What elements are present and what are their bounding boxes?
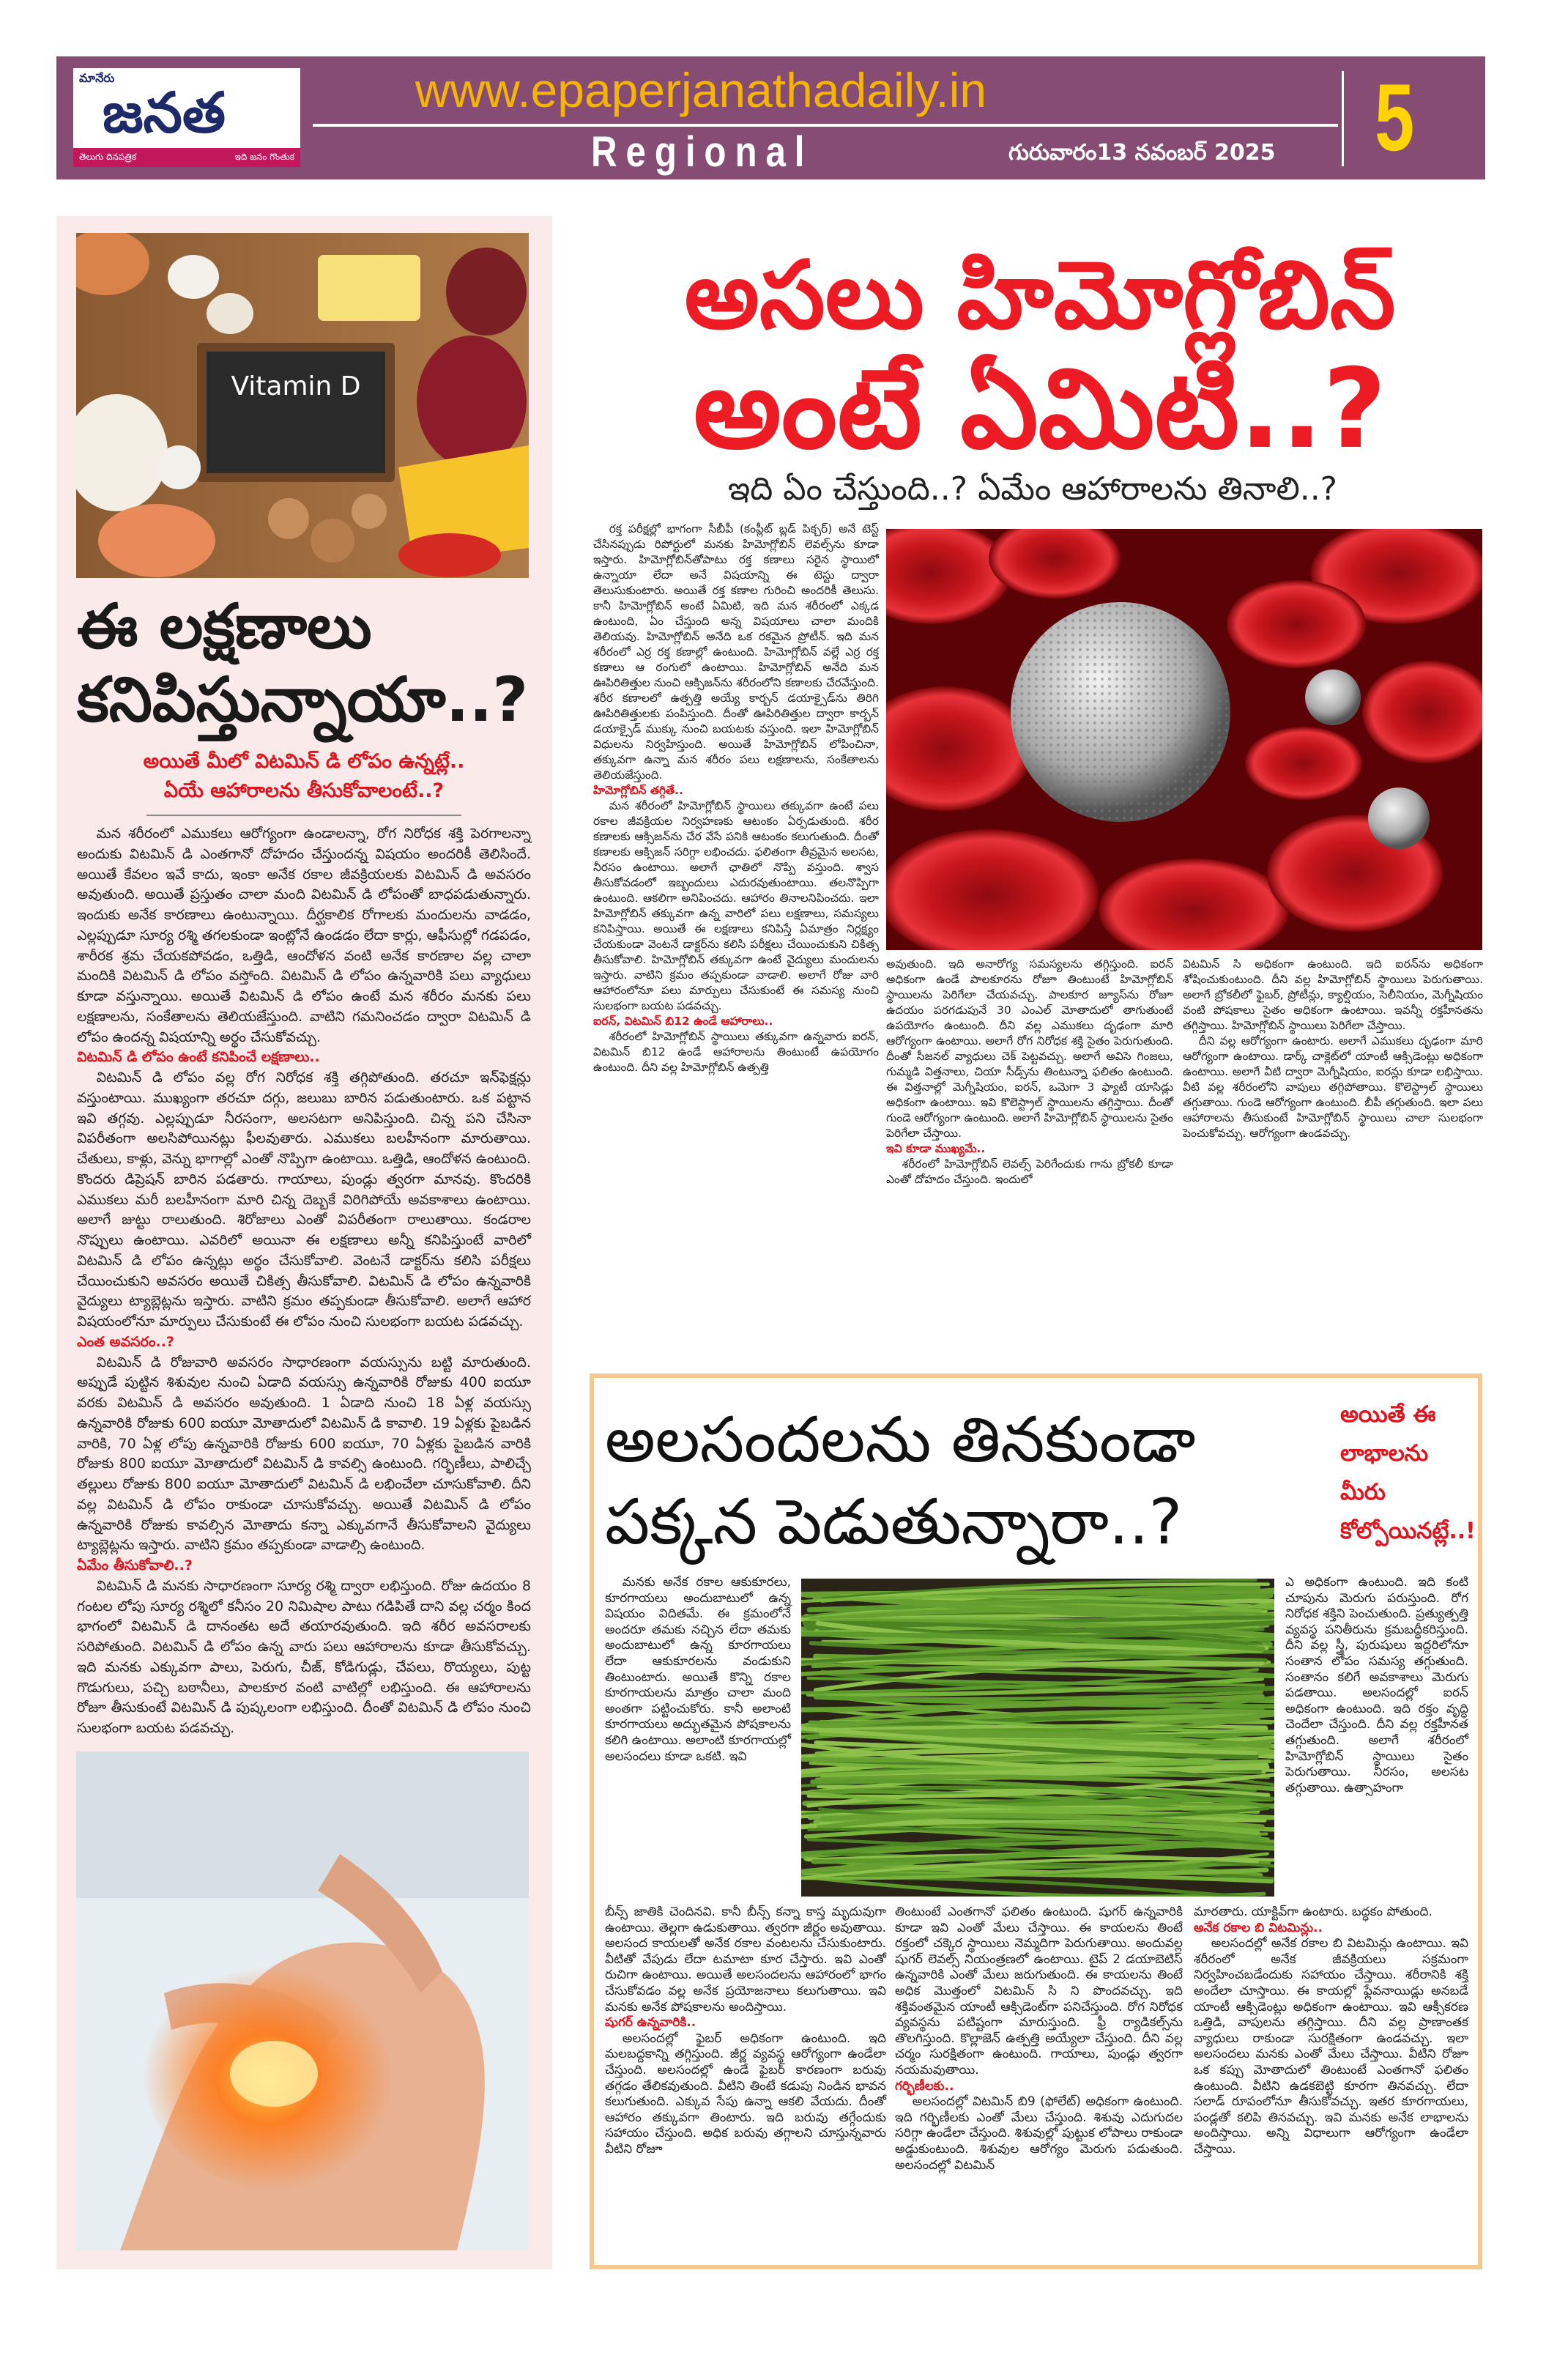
header-vertical-divider	[1342, 71, 1344, 166]
cowpea-column-3	[1194, 1905, 1468, 2158]
header-divider	[313, 124, 1338, 127]
issue-date-text: గురువారం13 నవంబర్ 2025	[1008, 140, 1276, 166]
kicker-line: లాభాలను	[1340, 1440, 1429, 1467]
paragraph: రక్త పరీక్షల్లో భాగంగా సీబీపీ (కంప్లీట్ బ్లడ్ పిక్చర్) అనే టెస్ట్ చేసినప్పుడు రిపోర్టులో మనకు హిమోగ్లోబిన్ లెవల్స్‌ను కూడా ఇస్తారు. హిమోగ్లోబిన్‌తోపాటు రక్త కణాలు సరైన స్థాయిలో ఉన్నాయా లేదా అనే విషయాన్ని ఈ టెస్టు ద్వారా తెలుసుకుంటారు. అయితే రక్త కణాల గురించి అందరికీ తెలుసు. కానీ హిమోగ్లోబిన్ అంటే ఏమిటి, ఇది మన శరీరంలో ఎక్కడ ఉంటుంది, ఏం చేస్తుంది అన్న విషయాలు చాలా మందికి తెలియవు. హిమోగ్లోబిన్ అనేది ఒక రకమైన ప్రోటీన్. ఇది మన శరీరంలో ఎర్ర రక్త కణాల్లో ఉంటుంది. హిమోగ్లోబిన్ వల్లే ఎర్ర రక్త కణాలు ఆ రంగులో ఉంటాయి. హిమోగ్లోబిన్ అనేది మన ఊపిరితిత్తుల నుంచి ఆక్సిజన్‌ను శరీరంలోని కణాలకు చేరవేస్తుంది. శరీర కణాలలో ఉత్పత్తి అయ్యే కార్బన్ డయాక్సైడ్‌ను తిరిగి ఊపిరితిత్తులకు పంపిస్తుంది. దీంతో ఊపిరితిత్తుల ద్వారా కార్బన్ డయాక్సైడ్ ముక్కు నుంచి బయటకు వస్తుంది. ఇలా హిమోగ్లోబిన్ విధులను నిర్వహిస్తుంది. అయితే హిమోగ్లోబిన్ లోపించినా, తక్కువగా ఉన్నా మన శరీరం పలు లక్షణాలను, సంకేతాలను తెలియజేస్తుంది.	[593, 522, 879, 782]
paragraph: విటమిన్ సి అధికంగా ఉంటుంది. ఇది ఐరన్‌ను అధికంగా శోషించుకుంటుంది. దీని వల్ల హిమోగ్లోబిన్ స్థాయిలు పెరుగుతాయి. అలాగే బ్రోకలీలో ఫైబర్, ప్రోటీన్లు, క్యాల్షియం, సెలీనియం, మెగ్నీషియం వంటి పోషకాలు సైతం అధికంగా ఉంటాయి. ఇవన్నీ రక్తహీనతను తగ్గిస్తాయి. హిమోగ్లోబిన్ స్థాయిలు పెరిగేలా చేస్తాయి.	[1183, 957, 1483, 1032]
headline-line-1: అలసందలను తినకుండా	[605, 1404, 1196, 1477]
divider	[146, 815, 461, 816]
cowpea-beans-photo	[801, 1579, 1274, 1897]
cowpea-column-1-bottom	[605, 1905, 886, 2158]
subheadline-line-1: అయితే మీలో విటమిన్ డి లోపం ఉన్నట్లే..	[143, 750, 465, 773]
headline-line-1: ఈ లక్షణాలు	[77, 590, 372, 662]
logo-name: జనత	[103, 80, 226, 145]
vitamin-d-headline	[77, 590, 546, 736]
kicker-line: కోల్పోయినట్లే..!	[1340, 1518, 1476, 1544]
red-blood-cells-photo	[886, 529, 1482, 950]
headline-line-2: కనిపిస్తున్నాయా..?	[77, 664, 529, 735]
paragraph: అలసందల్లో అనేక రకాల బి విటమిన్లు ఉంటాయి. ఇవి శరీరంలో అనేక జీవక్రియలు సక్రమంగా నిర్వహించబడేందుకు సహాయం చేస్తాయి. శరీరానికి శక్తి అందేలా చూస్తాయి. ఈ కాయల్లో ఫ్లేవనాయిడ్లు అనబడే యాంటీ ఆక్సిడెంట్లు అధికంగా ఉంటాయి. ఇవి ఆక్సీకరణ ఒత్తిడి, వాపులను తగ్గిస్తాయి. దీని వల్ల ప్రాణాంతక వ్యాధులు రాకుండా సురక్షితంగా ఉండవచ్చు. ఇలా అలసందలు మనకు ఎంతో మేలు చేస్తాయి. వీటిని రోజూ ఒక కప్పు మోతాదులో తింటుంటే ఎంతగానో ఫలితం ఉంటుంది. వీటిని ఉడకబెట్టి కూరగా తినవచ్చు. లేదా సలాడ్ రూపంలోనూ తీసుకోవచ్చు. ఇతర కూరగాయలు, పండ్లతో కలిపి తినవచ్చు. ఇవి మనకు అనేక లాభాలను అందిస్తాయి. అన్ని విధాలుగా ఆరోగ్యంగా ఉండేలా చేస్తాయి.	[1194, 1936, 1468, 2157]
hemoglobin-headline-line-2	[586, 346, 1494, 473]
paragraph: శరీరంలో హిమోగ్లోబిన్ లెవల్స్ పెరిగేందుకు గాను బ్రోకలీ కూడా ఎంతో దోహదం చేస్తుంది. ఇందులో	[886, 1157, 1173, 1186]
bean-strand	[801, 1592, 1274, 1593]
section-subheading: ఏమేం తీసుకోవాలి..?	[77, 1557, 193, 1573]
paragraph: తింటుంటే ఎంతగానో ఫలితం ఉంటుంది. షుగర్ ఉన్నవారికి కూడా ఇవి ఎంతో మేలు చేస్తాయి. ఈ కాయలను తింటే రక్తంలో చక్కెర స్థాయిలు నెమ్మదిగా పెరుగుతాయి. అందువల్ల షుగర్ లెవల్స్ నియంత్రణలో ఉంటాయి. టైప్ 2 డయాబెటిస్ ఉన్నవారికి ఎంతో మేలు జరుగుతుంది. ఈ కాయలను తింటే అధిక మొత్తంలో విటమిన్ సి ని పొందవచ్చు. ఇది శక్తివంతమైన యాంటీ ఆక్సిడెంట్‌గా పనిచేస్తుంది. రోగ నిరోధక వ్యవస్థను పటిష్టంగా మారుస్తుంది. ఫ్రీ ర్యాడికల్స్‌ను తొలగిస్తుంది. కొల్లాజెన్ ఉత్పత్తి అయ్యేలా చేస్తుంది. దీని వల్ల చర్మం సురక్షితంగా ఉంటుంది. గాయాలు, పుండ్లు త్వరగా నయమవుతాయి.	[895, 1905, 1183, 2077]
paragraph: విటమిన్ డి లోపం వల్ల రోగ నిరోధక శక్తి తగ్గిపోతుంది. తరచూ ఇన్‌ఫెక్షన్లు వస్తుంటాయి. ముఖ్యంగా తరచూ దగ్గు, జలుబు బారిన పడుతుంటారు. ఒక పట్టాన ఇవి తగ్గవు. ఎల్లప్పుడూ నీరసంగా, అలసటగా అనిపిస్తుంది. చిన్న పని చేసినా విపరీతంగా అలసిపోయినట్లు ఫీలవుతారు. ఎముకలు బలహీనంగా మారుతాయి. చేతులు, కాళ్లు, వెన్ను భాగాల్లో ఎంతో నొప్పిగా ఉంటాయి. ఒత్తిడి, ఆందోళన ఉంటుంది. కొందరు డిప్రెషన్ బారిన పడతారు. గాయాలు, పుండ్లు త్వరగా మానవు. కొందరికి ఎముకలు మరీ బలహీనంగా మారి చిన్న దెబ్బకే విరిగిపోయే అవకాశాలు ఉంటాయి. అలాగే జుట్టు రాలుతుంది. శిరోజాలు ఎంతో విపరీతంగా రాలుతాయి. కండరాల నొప్పులు ఉంటాయి. ఎవరిలో అయినా ఈ లక్షణాలు అన్నీ కనిపిస్తుంటే వారిలో విటమిన్ డి లోపం ఉన్నట్లు అర్థం చేసుకోవాలి. వెంటనే డాక్టర్‌ను కలిసి పరీక్షలు చేయించుకుని అవసరం అయితే చికిత్స తీసుకోవాలి. విటమిన్ డి లోపం ఉన్నవారికి వైద్యులు ట్యాబ్లెట్లను ఇస్తారు. వాటిని క్రమం తప్పకుండా తీసుకోవాలి. అలాగే ఆహార విషయంలోనూ మార్పులు చేసుకుంటే ఈ లోపం నుంచి సులభంగా బయట పడవచ్చు.	[77, 1069, 531, 1330]
paragraph: మారతారు. యాక్టివ్‌గా ఉంటారు. బద్ధకం పోతుంది.	[1194, 1905, 1432, 1919]
headline-text: అసలు హిమోగ్లోబిన్	[684, 241, 1396, 350]
vitamin-d-article-body	[77, 824, 531, 1739]
masthead	[56, 56, 1485, 179]
section-name: Regional	[591, 128, 814, 176]
paragraph: అలసందల్లో విటమిన్ బి9 (ఫోలేట్) అధికంగా ఉంటుంది. ఇది గర్భిణీలకు ఎంతో మేలు చేస్తుంది. శిశువు ఎదుగుదల సరిగ్గా ఉండేలా చేస్తుంది. శిశువుల్లో పుట్టుక లోపాలు రాకుండా అడ్డుకుంటుంది. శిశువుల ఆరోగ్యం మెరుగు పడుతుంది. అలసందల్లో విటమిన్	[895, 2094, 1183, 2173]
headline-line-2: పక్కన పెడుతున్నారా..?	[605, 1486, 1183, 1559]
paragraph: మన శరీరంలో హిమోగ్లోబిన్ స్థాయిలు తక్కువగా ఉంటే పలు రకాల జీవక్రియల నిర్వహణకు ఆటంకం ఏర్పడుతుంది. శరీర కణాలకు ఆక్సిజన్‌ను చేర వేసే పనికి ఆటంకం కలుగుతుంది. దీంతో కణాలకు ఆక్సిజన్ సరిగ్గా లభించదు. ఫలితంగా తీవ్రమైన అలసట, నీరసం ఉంటాయి. అలాగే ఛాతిలో నొప్పి వస్తుంది. శ్వాస తీసుకోవడంలో ఇబ్బందులు ఎదురవుతుంటాయి. తలనొప్పిగా ఉంటుంది. ఆకలిగా అనిపించదు. ఆహారం తినాలనిపించదు. ఇలా హిమోగ్లోబిన్ తక్కువగా ఉన్న వారిలో పలు లక్షణాలు, సమస్యలు కనిపిస్తాయి. అయితే ఈ లక్షణాలు కనిపిస్తే ఏమాత్రం నిర్లక్ష్యం చేయకుండా వెంటనే డాక్టర్‌ను కలిసి పరీక్షలు చేయించుకుని చికిత్స తీసుకోవాలి. హిమోగ్లోబిన్ తక్కువగా ఉంటే వైద్యులు మందులను ఇస్తారు. వాటిని క్రమం తప్పకుండా వాడాలి. అలాగే రోజు వారి ఆహారంలోనూ పలు మార్పులు చేసుకుంటే ఈ సమస్య నుంచి సులభంగా బయట పడవచ్చు.	[593, 799, 879, 1012]
headline-text: అంటే ఏమిటి..?	[693, 346, 1387, 473]
paragraph: ఎ అధికంగా ఉంటుంది. ఇది కంటి చూపును మెరుగు పరుస్తుంది. రోగ నిరోధక శక్తిని పెంచుతుంది. ప్రత్యుత్పత్తి వ్యవస్థ పనితీరును క్రమబద్ధీకరిస్తుంది. దీని వల్ల స్త్రీ, పురుషులు ఇద్దరిలోనూ సంతాన లోపం సమస్య తగ్గుతుంది. సంతానం కలిగే అవకాశాలు మెరుగు పడతాయి. అలసందల్లో ఐరన్ అధికంగా ఉంటుంది. ఇది రక్తం వృద్ధి చెందేలా చేస్తుంది. దీని వల్ల రక్తహీనత తగ్గుతుంది. అలాగే శరీరంలో హిమోగ్లోబిన్ స్థాయిలు సైతం పెరుగుతాయి. నీరసం, అలసట తగ్గుతాయి. ఉత్సాహంగా	[1285, 1575, 1468, 1795]
paragraph: అలసందల్లో ఫైబర్ అధికంగా ఉంటుంది. ఇది మలబద్దకాన్ని తగ్గిస్తుంది. జీర్ణ వ్యవస్థ ఆరోగ్యంగా ఉండేలా చేస్తుంది. అలసందల్లో ఉండే ఫైబర్ కారణంగా బరువు తగ్గడం తేలికవుతుంది. వీటిని తింటే కడుపు నిండిన భావన కలుగుతుంది. ఎక్కువ సేపు ఉన్నా ఆకలి వేయదు. దీంతో ఆహారం తక్కువగా తింటారు. ఇది బరువు తగ్గేందుకు సహాయం చేస్తుంది. అధిక బరువు తగ్గాలని చూస్తున్నవారు వీటిని రోజూ	[605, 2031, 886, 2157]
vitamin-d-foods-photo	[76, 233, 529, 578]
page-number: 5	[1375, 64, 1415, 171]
paragraph: మనకు అనేక రకాల ఆకుకూరలు, కూరగాయలు అందుబాటులో ఉన్న విషయం విదితమే. ఈ క్రమంలోనే అందరూ తమకు నచ్చిన లేదా తమకు అందుబాటులో ఉన్న కూరగాయలు లేదా ఆకుకూరలను వండుకుని తింటుంటారు. అయితే కొన్ని రకాల కూరగాయలను మాత్రం చాలా మంది అంతగా పట్టించుకోరు. కానీ అలాంటి కూరగాయలు అద్భుతమైన పోషకాలను కలిగి ఉంటాయి. అలాంటి కూరగాయల్లో అలసందలు కూడా ఒకటి. ఇవి	[605, 1575, 791, 1764]
paragraph: దీని వల్ల ఆరోగ్యంగా ఉంటారు. అలాగే ఎముకలు దృఢంగా మారి ఆరోగ్యంగా ఉంటాయి. డార్క్ చాక్లెట్‌లో యాంటీ ఆక్సిడెంట్లు అధికంగా ఉంటాయి. అలాగే వీటి ద్వారా మెగ్నీషియం, ఐరన్లు కూడా లభిస్తాయి. వీటి వల్ల శరీరంలోని వాపులు తగ్గిపోతాయి. కొలెస్ట్రాల్ స్థాయిలు తగ్గుతాయి. గుండె ఆరోగ్యంగా ఉంటుంది. బీపీ తగ్గుతుంది. ఇలా పలు ఆహారాలను తీసుకుంటే హిమోగ్లోబిన్ స్థాయిలు చాలా సులభంగా పెంచుకోవచ్చు. ఆరోగ్యంగా ఉండవచ్చు.	[1183, 1034, 1483, 1140]
cowpea-column-1-top	[605, 1575, 791, 1765]
newspaper-logo[interactable]	[73, 68, 300, 167]
section-subheading: హిమోగ్లోబిన్ తగ్గితే..	[593, 784, 683, 797]
chalkboard-vitamin-d-label: Vitamin D	[231, 371, 361, 401]
hemoglobin-column-1	[593, 522, 879, 1075]
cowpea-side-kicker	[1340, 1395, 1476, 1551]
paragraph: విటమిన్ డి మనకు సాధారణంగా సూర్య రశ్మి ద్వారా లభిస్తుంది. రోజు ఉదయం 8 గంటల లోపు సూర్య రశ్మిలో కనీసం 20 నిమిషాల పాటు గడిపితే దాని వల్ల చర్మం కింద భాగంలో విటమిన్ డి దానంతట అదే తయారవుతుంది. ఇది శరీర అవసరాలకు సరిపోతుంది. విటమిన్ డి లోపం ఉన్న వారు పలు ఆహారాలను కూడా తీసుకోవచ్చు. ఇది మనకు ఎక్కువగా పాలు, పెరుగు, చీజ్, కోడిగుడ్లు, చేపలు, రొయ్యలు, పుట్ట గొడుగులు, పచ్చి బఠానీలు, పాలకూర వంటి వాటిల్లో లభిస్తుంది. ఈ ఆహారాలను రోజూ తీసుకుంటే విటమిన్ డి పుష్కలంగా లభిస్తుంది. దీంతో విటమిన్ డి లోపం నుంచి సులభంగా బయట పడవచ్చు.	[77, 1577, 531, 1736]
paragraph: బీన్స్ జాతికి చెందినవి. కానీ బీన్స్ కన్నా కాస్త మృదువుగా ఉంటాయి. తెల్లగా ఉడుకుతాయి. త్వరగా జీర్ణం అవుతాయి. అలసంద కాయలతో అనేక రకాల వంటలను చేసుకుంటారు. వీటితో వేపుడు లేదా టమాటా కూర చేస్తారు. ఇవి ఎంతో రుచిగా ఉంటాయి. అయితే అలసందలను ఆహారంలో భాగం చేసుకోవడం వల్ల అనేక ప్రయోజనాలు కలుగుతాయి. ఇవి మనకు అనేక పోషకాలను అందిస్తాయి.	[605, 1905, 886, 2014]
section-subheading: గర్భిణీలకు..	[895, 2078, 954, 2094]
section-subheading: విటమిన్ డి లోపం ఉంటే కనిపించే లక్షణాలు..	[77, 1049, 320, 1066]
hemoglobin-headline-line-1	[586, 242, 1494, 350]
cowpea-headline	[605, 1399, 1323, 1563]
section-subheading: ఇవి కూడా ముఖ్యమే..	[886, 1142, 986, 1155]
website-url[interactable]: www.epaperjanathadaily.in	[415, 63, 987, 117]
section-subheading: షుగర్ ఉన్నవారికి..	[605, 2015, 696, 2031]
paragraph: అవుతుంది. ఇది అనారోగ్య సమస్యలను తగ్గిస్తుంది. ఐరన్ అధికంగా ఉండే పాలకూరను రోజూ తింటుంటే హిమోగ్లోబిన్ స్థాయిలను పెరిగేలా చేయవచ్చు. పాలకూర జ్యూస్‌ను రోజూ ఉదయం పరగడుపునే 30 ఎంఎల్ మోతాదులో తాగుతుంటే ఉపయోగం ఉంటుంది. దీని వల్ల ఎముకలు దృఢంగా మారి ఆరోగ్యంగా ఉంటాయి. అలాగే రోగ నిరోధక శక్తి సైతం పెరుగుతుంది. దీంతో సీజనల్ వ్యాధులు చెక్ పెట్టవచ్చు. అలాగే అవిసె గింజలు, గుమ్మడి విత్తనాలు, చియా సీడ్స్‌ను తింటున్నా ఫలితం ఉంటుంది. ఈ విత్తనాల్లో మెగ్నీషియం, ఐరన్, ఒమెగా 3 ఫ్యాటీ యాసిడ్లు అధికంగా ఉంటాయి. ఇవి కొలెస్ట్రాల్ స్థాయిలను తగ్గిస్తాయి. దీంతో గుండె ఆరోగ్యంగా ఉంటుంది. అలాగే హిమోగ్లోబిన్ స్థాయిలను సైతం పెరిగేలా చేస్తాయి.	[886, 957, 1173, 1140]
logo-top-text: మానేరు	[79, 71, 115, 85]
knee-pain-photo	[76, 1751, 529, 2250]
logo-left-tag: తెలుగు దినపత్రిక	[79, 151, 137, 162]
subtitle-text: ఇది ఏం చేస్తుంది..? ఏమేం ఆహారాలను తినాలి..?	[727, 470, 1338, 508]
paragraph: శరీరంలో హిమోగ్లోబిన్ స్థాయిలు తక్కువగా ఉన్నవారు ఐరన్, విటమిన్ బి12 ఉండే ఆహారాలను తింటుంటే ఉపయోగం ఉంటుంది. దీని వల్ల హిమోగ్లోబిన్ ఉత్పత్తి	[593, 1030, 879, 1074]
hemoglobin-column-3	[1183, 957, 1483, 1141]
subheadline-line-2: ఏయే ఆహారాలను తీసుకోవాలంటే..?	[163, 779, 445, 802]
vitamin-d-subheadline	[77, 747, 531, 806]
hemoglobin-subtitle	[593, 469, 1472, 510]
section-subheading: ఎంత అవసరం..?	[77, 1333, 174, 1350]
paragraph: విటమిన్ డి రోజువారి అవసరం సాధారణంగా వయస్సును బట్టి మారుతుంది. అప్పుడే పుట్టిన శిశువుల నుంచి ఏడాది వయస్సు ఉన్నవారికి రోజుకు 400 ఐయూ వరకు విటమిన్ డి అవసరం అవుతుంది. 1 ఏడాది నుంచి 18 ఏళ్ల వయస్సు ఉన్నవారికి రోజుకు 600 ఐయూ మోతాదులో విటమిన్ డి కావాలి. 19 ఏళ్లకు పైబడిన వారికి, 70 ఏళ్ల లోపు ఉన్నవారికి రోజుకు 600 ఐయూ, 70 ఏళ్లకు పైబడిన వారికి రోజుకు 800 ఐయూ మోతాదులో విటమిన్ డి కావల్సి ఉంటుంది. గర్భిణీలు, పాలిచ్చే తల్లులు రోజుకు 800 ఐయూ మోతాదులో విటమిన్ డి లభించేలా చూసుకోవాలి. దీని వల్ల విటమిన్ డి లోపం రాకుండా చూసుకోవచ్చు. అయితే విటమిన్ డి లోపం ఉన్నవారికి రోజుకు కావల్సిన మోతాదు కన్నా ఎక్కువగానే తీసుకోవాలని వైద్యులు ట్యాబ్లెట్లను ఇస్తారు. వాటిని క్రమం తప్పకుండా వాడాల్సి ఉంటుంది.	[77, 1354, 531, 1554]
logo-tagline-strip	[73, 148, 300, 167]
logo-right-tag: ఇది జనం గొంతుక	[234, 151, 294, 162]
cowpea-right-column	[1285, 1575, 1468, 1796]
section-subheading: ఐరన్, విటమిన్ బి12 ఉండే ఆహారాలు..	[593, 1015, 773, 1028]
section-subheading: అనేక రకాల బి విటమిన్లు..	[1194, 1920, 1323, 1935]
kicker-line: అయితే ఈ	[1340, 1401, 1436, 1428]
kicker-line: మీరు	[1340, 1479, 1386, 1505]
paragraph: మన శరీరంలో ఎముకలు ఆరోగ్యంగా ఉండాలన్నా, రోగ నిరోధక శక్తి పెరగాలన్నా అందుకు విటమిన్ డి ఎంతగానో దోహదం చేస్తుందన్న విషయం అందరికీ తెలిసిందే. అయితే కేవలం ఇవే కాదు, ఇంకా అనేక రకాల జీవక్రియలకు విటమిన్ డి అవసరం అవుతుంది. అయితే ప్రస్తుతం చాలా మంది విటమిన్ డి లోపంతో బాధపడుతున్నారు. ఇందుకు అనేక కారణాలు ఉంటున్నాయి. దీర్ఘకాలిక రోగాలకు మందులను వాడడం, ఎల్లప్పుడూ సూర్య రశ్మి తగలకుండా ఇంట్లోనే ఉండడం లేదా కార్లు, ఆఫీసుల్లో గడపడం, శారీరక శ్రమ చేయకపోవడం, ఒత్తిడి, ఆందోళన వంటి అనేక కారణాల వల్ల చాలా మందికి విటమిన్ డి లోపం వస్తోంది. విటమిన్ డి లోపం ఉన్నవారికి పలు వ్యాధులు కూడా వస్తున్నాయి. అయితే విటమిన్ డి లోపం ఉంటే మన శరీరం మనకు పలు లక్షణాలను, సంకేతాలను తెలియజేస్తుంది. వాటిని గమనించడం ద్వారా విటమిన్ డి లోపం ఉందన్న విషయాన్ని అర్థం చేసుకోవచ్చు.	[77, 826, 531, 1045]
cowpea-column-2	[895, 1905, 1183, 2173]
hemoglobin-column-2	[886, 957, 1173, 1187]
issue-date	[1008, 138, 1331, 168]
